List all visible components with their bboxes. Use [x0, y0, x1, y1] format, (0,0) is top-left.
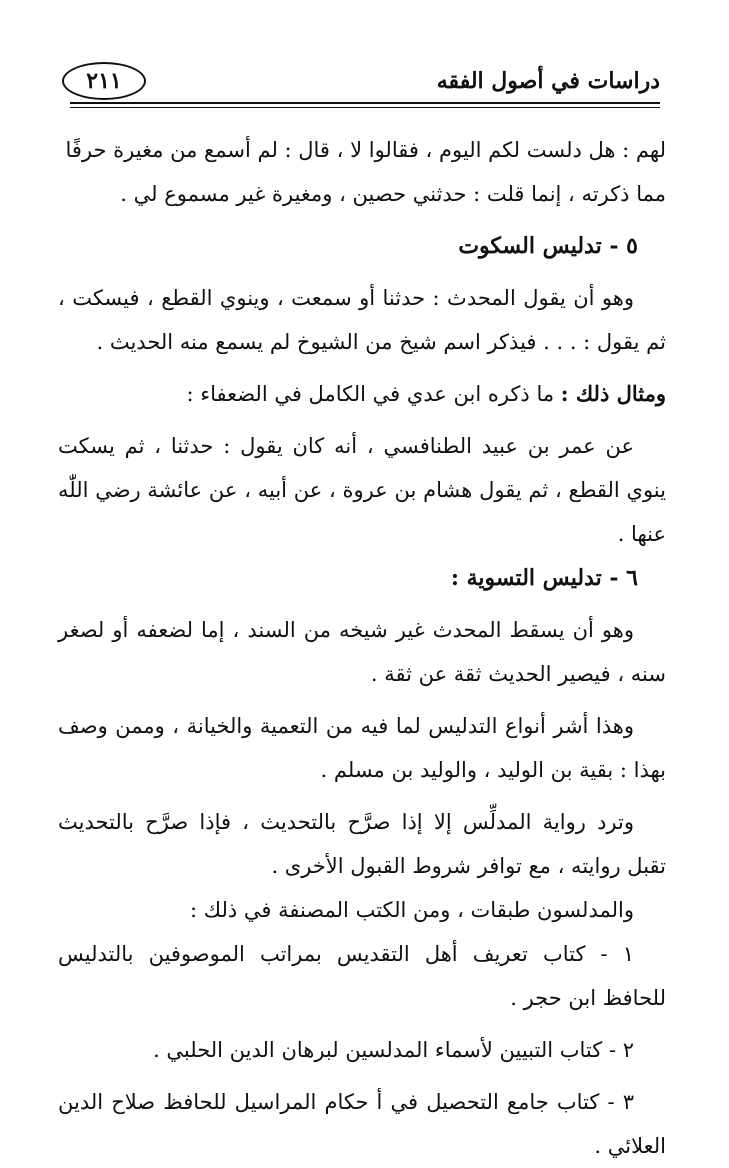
- example-line: [58, 372, 666, 416]
- example-text: ما ذكره ابن عدي في الكامل في الضعفاء :: [186, 382, 555, 406]
- paragraph-1-line-1: لهم : هل دلست لكم اليوم ، فقالوا لا ، قال : لم أسمع من مغيرة حرفًا: [65, 138, 666, 162]
- paragraph-5: وهذا أشر أنواع التدليس لما فيه من التعمية والخيانة ، وممن وصف بهذا : بقية بن الوليد ، والوليد بن مسلم .: [58, 714, 666, 782]
- section-heading-6: ٦ - تدليس التسوية :: [450, 565, 638, 591]
- paragraph-4: وهو أن يسقط المحدث غير شيخه من السند ، إما لضعفه أو لصغر سنه ، فيصير الحديث ثقة عن ثقة .: [58, 618, 666, 686]
- paragraph-1-line-2: مما ذكرته ، إنما قلت : حدثني حصين ، ومغيرة غير مسموع لي .: [120, 182, 666, 206]
- list-item-1: ١ - كتاب تعريف أهل التقديس بمراتب الموصوفين بالتدليس للحافظ ابن حجر .: [58, 942, 666, 1010]
- header-rule-thin: [70, 107, 660, 108]
- list-item-2: ٢ - كتاب التبيين لأسماء المدلسين لبرهان الدين الحلبي .: [153, 1038, 634, 1062]
- page-body: [58, 128, 666, 1168]
- example-label: ومثال ذلك :: [560, 381, 666, 406]
- running-title: دراسات في أصول الفقه: [436, 68, 660, 94]
- section-heading-5: ٥ - تدليس السكوت: [458, 233, 638, 259]
- list-item-3: ٣ - كتاب جامع التحصيل في أ حكام المراسيل للحافظ صلاح الدين العلائي .: [58, 1090, 666, 1158]
- paragraph-7: والمدلسون طبقات ، ومن الكتب المصنفة في ذلك :: [190, 898, 634, 922]
- paragraph-6: وترد رواية المدلِّس إلا إذا صرَّح بالتحديث ، فإذا صرَّح بالتحديث تقبل روايته ، مع توافر شروط القبول الأخرى .: [58, 810, 666, 878]
- paragraph-2: وهو أن يقول المحدث : حدثنا أو سمعت ، وينوي القطع ، فيسكت ، ثم يقول : . . . فيذكر اسم شيخ من الشيوخ لم يسمع منه الحديث .: [58, 286, 666, 354]
- paragraph-3: عن عمر بن عبيد الطنافسي ، أنه كان يقول : حدثنا ، ثم يسكت ينوي القطع ، ثم يقول هشام بن عروة ، عن أبيه ، عن عائشة رضي اللّٰه عنها .: [58, 434, 666, 546]
- page-number: ٢١١: [62, 62, 146, 100]
- page-header: [62, 62, 660, 108]
- header-rule-thick: [70, 102, 660, 104]
